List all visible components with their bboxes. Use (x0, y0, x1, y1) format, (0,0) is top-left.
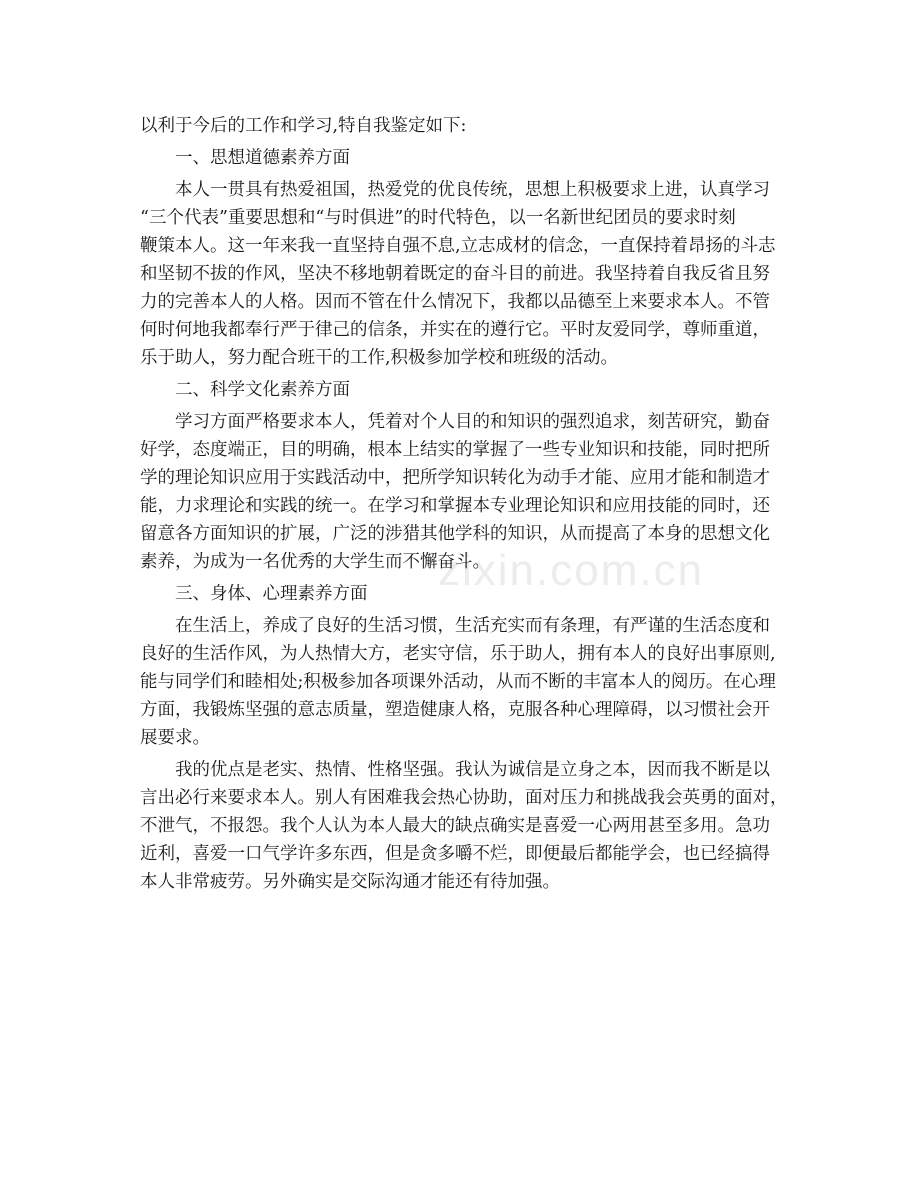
paragraph-line: 留意各方面知识的扩展，广泛的涉猎其他学科的知识，从而提高了本身的思想文化 (140, 524, 770, 544)
paragraph-line: 方面，我锻炼坚强的意志质量，塑造健康人格，克服各种心理障碍，以习惯社会开 (140, 700, 770, 720)
paragraph-line: 良好的生活作风，为人热情大方，老实守信，乐于助人，拥有本人的良好出事原则, (140, 644, 776, 664)
document-body (140, 112, 790, 900)
paragraph-line: 言出必行来要求本人。别人有困难我会热心协助，面对压力和挑战我会英勇的面对， (140, 788, 788, 808)
section-heading-health: 三、身体、心理素养方面 (175, 584, 368, 604)
paragraph-line: 本人一贯具有热爱祖国，热爱党的优良传统，思想上积极要求上进，认真学习 (175, 180, 770, 200)
paragraph-line: 力的完善本人的人格。因而不管在什么情况下，我都以品德至上来要求本人。不管 (140, 292, 770, 312)
paragraph-line: 乐于助人，努力配合班干的工作,积极参加学校和班级的活动。 (140, 348, 619, 368)
section-heading-science: 二、科学文化素养方面 (175, 380, 350, 400)
watermark: zixin.com.cn (438, 546, 705, 595)
paragraph-line: 能与同学们和睦相处;积极参加各项课外活动，从而不断的丰富本人的阅历。在心理 (140, 672, 776, 692)
paragraph-line: 素养，为成为一名优秀的大学生而不懈奋斗。 (140, 552, 490, 572)
paragraph-line: “三个代表”重要思想和“与时俱进”的时代特色，以一名新世纪团员的要求时刻 (140, 208, 736, 228)
paragraph-line: 学的理论知识应用于实践活动中，把所学知识转化为动手才能、应用才能和制造才 (140, 468, 770, 488)
paragraph-line: 能，力求理论和实践的统一。在学习和掌握本专业理论知识和应用技能的同时，还 (140, 496, 770, 516)
paragraph-line: 本人非常疲劳。另外确实是交际沟通才能还有待加强。 (140, 872, 560, 892)
paragraph-line: 在生活上，养成了良好的生活习惯，生活充实而有条理，有严谨的生活态度和 (175, 616, 770, 636)
section-heading-moral: 一、思想道德素养方面 (175, 148, 350, 168)
paragraph-line: 好学，态度端正，目的明确，根本上结实的掌握了一些专业知识和技能，同时把所 (140, 440, 770, 460)
paragraph-line: 何时何地我都奉行严于律己的信条，并实在的遵行它。平时友爱同学，尊师重道， (140, 320, 770, 340)
paragraph-line: 我的优点是老实、热情、性格坚强。我认为诚信是立身之本，因而我不断是以 (175, 760, 770, 780)
paragraph-line: 展要求。 (140, 728, 210, 748)
paragraph-line: 和坚韧不拔的作风，坚决不移地朝着既定的奋斗目的前进。我坚持着自我反省且努 (140, 264, 770, 284)
paragraph-line: 不泄气，不报怨。我个人认为本人最大的缺点确实是喜爱一心两用甚至多用。急功 (140, 816, 770, 836)
intro-line: 以利于今后的工作和学习,特自我鉴定如下: (140, 116, 467, 136)
paragraph-line: 学习方面严格要求本人，凭着对个人目的和知识的强烈追求，刻苦研究，勤奋 (175, 412, 770, 432)
paragraph-line: 近利，喜爱一口气学许多东西，但是贪多嚼不烂，即便最后都能学会，也已经搞得 (140, 844, 770, 864)
paragraph-health (140, 612, 790, 752)
paragraph-science (140, 408, 790, 576)
paragraph-closing (140, 756, 790, 896)
paragraph-line: 鞭策本人。这一年来我一直坚持自强不息,立志成材的信念，一直保持着昂扬的斗志 (140, 236, 776, 256)
paragraph-moral (140, 176, 790, 372)
